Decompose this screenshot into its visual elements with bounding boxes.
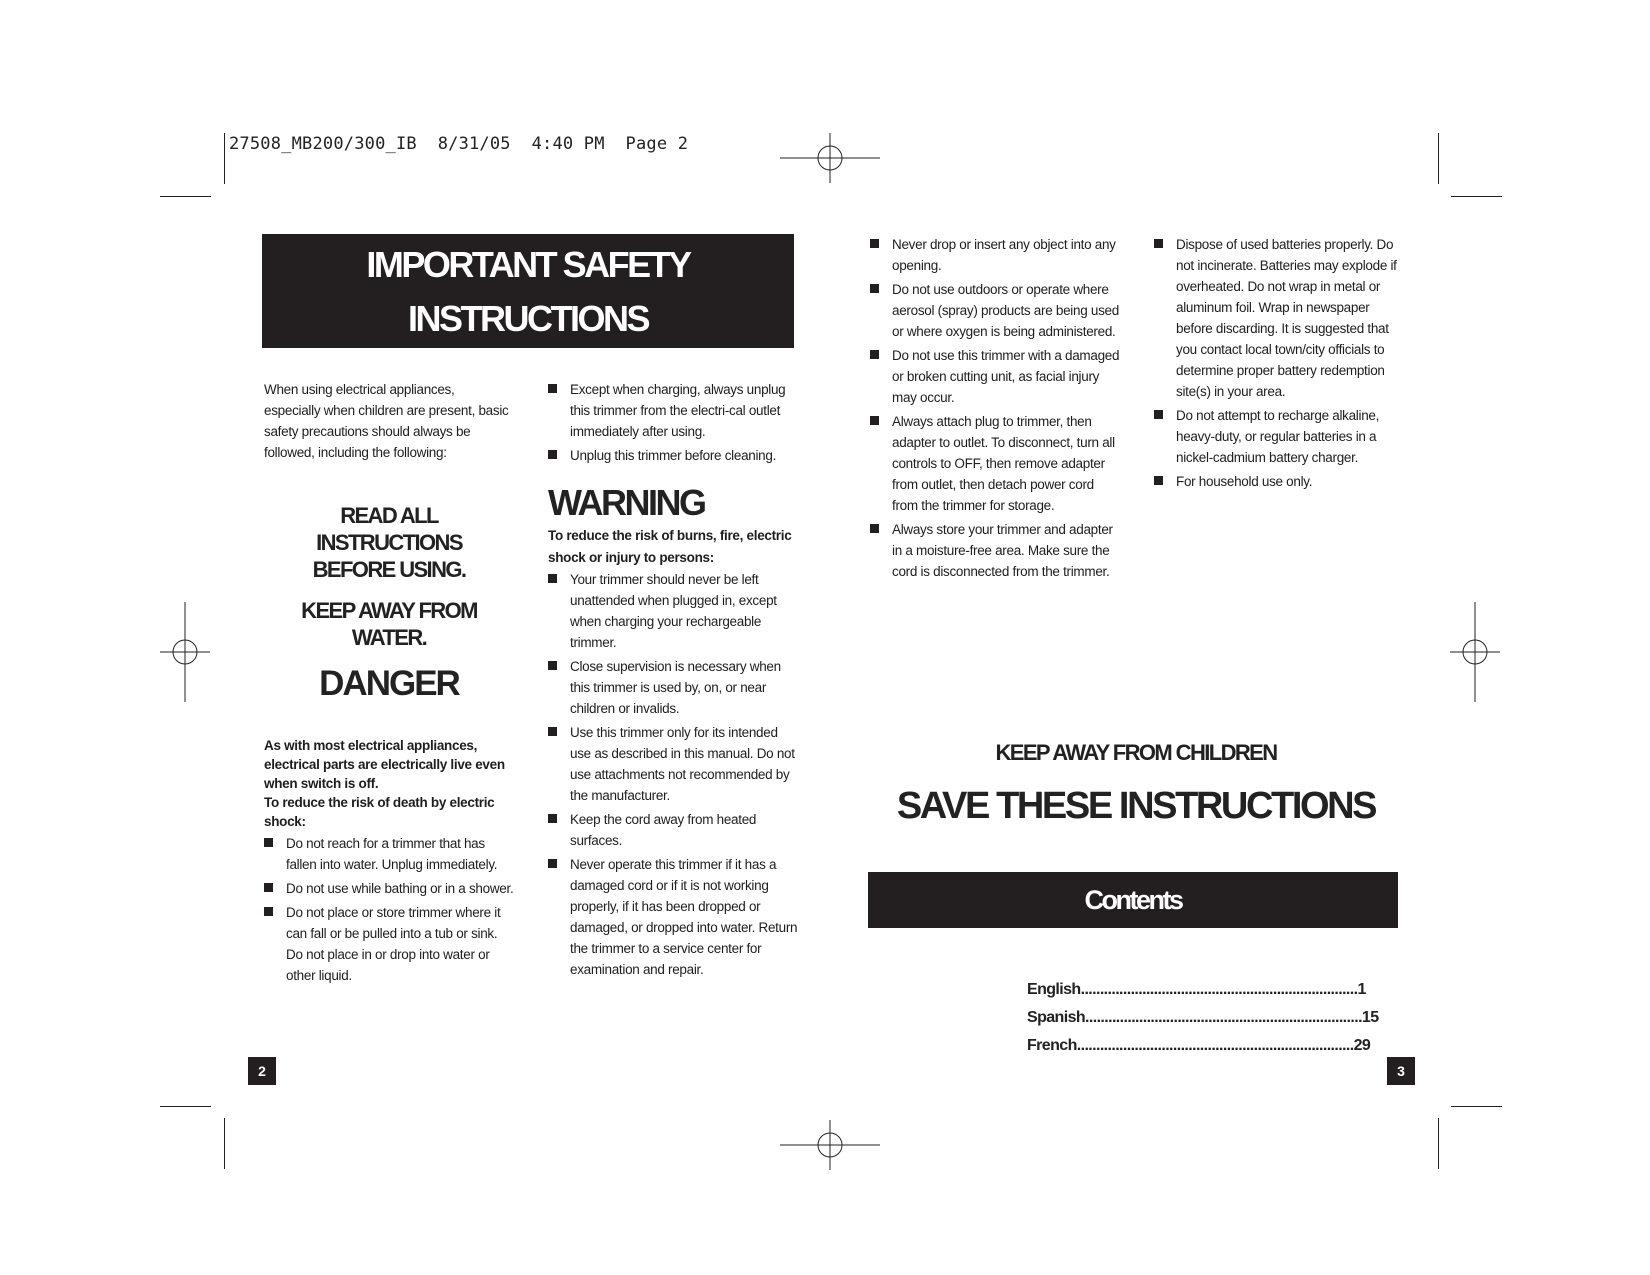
list-item-text: Except when charging, always unplug this trimmer from the electri-cal outlet immediately after using. (570, 382, 786, 439)
list-item-text: Dispose of used batteries properly. Do not incinerate. Batteries may explode if overheated. Do not wrap in metal or aluminum foil. Wrap in newspaper before discarding. It is suggested that you contact local town/city officials to determine proper battery redemption site(s) in your area. (1176, 237, 1397, 399)
list-item-text: Your trimmer should never be left unattended when plugged in, except when charging your rechargeable trimmer. (570, 572, 777, 650)
warning-list (548, 569, 798, 980)
right-col1 (870, 234, 1120, 585)
table-of-contents (1027, 976, 1379, 1060)
list-item (548, 445, 798, 466)
bullet-square-icon (264, 883, 273, 892)
danger-heading: DANGER (319, 664, 459, 703)
page-number-left: 2 (248, 1057, 276, 1085)
danger-list (264, 833, 516, 986)
warning-section (548, 525, 798, 983)
list-item (548, 722, 798, 806)
list-item (870, 519, 1120, 582)
bullet-square-icon (264, 838, 273, 847)
bullet-square-icon (548, 727, 557, 736)
list-item (548, 569, 798, 653)
crop-mark (1438, 1118, 1439, 1169)
list-item-text: Keep the cord away from heated surfaces. (570, 812, 757, 848)
keep-away-children: KEEP AWAY FROM CHILDREN (995, 740, 1277, 765)
bullet-square-icon (870, 524, 879, 533)
bullet-square-icon (548, 814, 557, 823)
read-all-line: INSTRUCTIONS (316, 530, 462, 555)
list-item (870, 234, 1120, 276)
toc-label: French (1027, 1037, 1077, 1054)
toc-row-french[interactable] (1027, 1032, 1371, 1060)
registration-mark-icon (780, 133, 880, 183)
danger-note: To reduce the risk of death by electric shock: (264, 795, 495, 829)
toc-page: 29 (1353, 1037, 1371, 1054)
crop-mark (1438, 133, 1439, 184)
toc-leader: ........................................................................ (1080, 981, 1358, 998)
bullet-square-icon (548, 859, 557, 868)
keep-water-line: WATER. (351, 625, 427, 650)
read-all-notice (264, 502, 514, 583)
list-item-text: Do not use outdoors or operate where aerosol (spray) products are being used or where oxygen is being administered. (892, 282, 1119, 339)
keep-water-line: KEEP AWAY FROM (301, 598, 477, 623)
list-item (264, 902, 516, 986)
bullet-square-icon (1154, 476, 1163, 485)
crop-mark (224, 1118, 225, 1169)
intro-paragraph: When using electrical appliances, especially when children are present, basic safety precautions should always be followed, including the following: (264, 382, 509, 460)
title-banner (262, 234, 794, 348)
right-col2 (1154, 234, 1404, 495)
crop-mark (224, 133, 225, 184)
print-slug: 27508_MB200/300_IB 8/31/05 4:40 PM Page 2 (229, 134, 689, 154)
registration-mark-icon (1450, 602, 1500, 702)
crop-mark (1451, 1106, 1502, 1107)
warning-note: To reduce the risk of burns, fire, electric shock or injury to persons: (548, 528, 792, 565)
crop-mark (1451, 196, 1502, 197)
bullet-square-icon (264, 907, 273, 916)
list-item-text: Always store your trimmer and adapter in a moisture-free area. Make sure the cord is disconnected from the trimmer. (892, 522, 1113, 579)
toc-row-spanish[interactable] (1027, 1004, 1379, 1032)
crop-mark (160, 196, 211, 197)
toc-leader: ........................................................................ (1085, 1009, 1362, 1026)
list-item (548, 809, 798, 851)
read-all-line: BEFORE USING. (312, 557, 466, 582)
list-item-text: Never operate this trimmer if it has a damaged cord or if it is not working properly, if it has been dropped or damaged, or dropped into water. Return the trimmer to a service center for examination and repair. (570, 857, 798, 977)
save-instructions-heading: SAVE THESE INSTRUCTIONS (896, 785, 1376, 827)
list-item-text: For household use only. (1176, 474, 1313, 489)
list-item (870, 279, 1120, 342)
list-item-text: Always attach plug to trimmer, then adapter to outlet. To disconnect, turn all controls to OFF, then remove adapter from outlet, then detach power cord from the trimmer for storage. (892, 414, 1115, 513)
page-number-right: 3 (1387, 1057, 1415, 1085)
title-line-2: INSTRUCTIONS (408, 298, 648, 339)
precaution-list (1154, 234, 1404, 492)
toc-label: English (1027, 981, 1081, 998)
list-item (548, 379, 798, 442)
toc-page: 1 (1357, 981, 1366, 998)
bullet-square-icon (548, 574, 557, 583)
title-line-1: IMPORTANT SAFETY (366, 244, 690, 285)
registration-mark-icon (160, 602, 210, 702)
danger-section (264, 736, 516, 989)
list-item-text: Unplug this trimmer before cleaning. (570, 448, 777, 463)
precaution-list (548, 379, 798, 466)
list-item-text: Never drop or insert any object into any opening. (892, 237, 1116, 273)
bullet-square-icon (1154, 239, 1163, 248)
bullet-square-icon (548, 450, 557, 459)
list-item-text: Do not reach for a trimmer that has fallen into water. Unplug immediately. (286, 836, 498, 872)
toc-row-english[interactable] (1027, 976, 1366, 1004)
bullet-square-icon (548, 661, 557, 670)
bullet-square-icon (1154, 410, 1163, 419)
list-item-text: Close supervision is necessary when this trimmer is used by, on, or near children or invalids. (570, 659, 781, 716)
list-item-text: Use this trimmer only for its intended use as described in this manual. Do not use attachments not recommended by the manufacturer. (570, 725, 795, 803)
toc-page: 15 (1361, 1009, 1379, 1026)
bullet-square-icon (870, 350, 879, 359)
warning-heading: WARNING (548, 482, 705, 523)
precaution-list (870, 234, 1120, 582)
toc-label: Spanish (1027, 1009, 1086, 1026)
list-item (1154, 471, 1404, 492)
list-item (870, 345, 1120, 408)
read-all-line: READ ALL (340, 503, 438, 528)
list-item (1154, 234, 1404, 402)
bullet-square-icon (870, 284, 879, 293)
contents-banner (868, 872, 1398, 928)
list-item (870, 411, 1120, 516)
toc-leader: ........................................................................ (1076, 1037, 1354, 1054)
list-item (548, 854, 798, 980)
bullet-square-icon (870, 416, 879, 425)
list-item-text: Do not use while bathing or in a shower. (286, 881, 514, 896)
contents-heading: Contents (1084, 885, 1182, 915)
registration-mark-icon (780, 1120, 880, 1170)
danger-note: As with most electrical appliances, electrical parts are electrically live even when switch is off. (264, 738, 505, 791)
keep-away-water-notice (264, 597, 514, 651)
bullet-square-icon (548, 384, 557, 393)
list-item (264, 833, 516, 875)
bullet-square-icon (870, 239, 879, 248)
crop-mark (160, 1106, 211, 1107)
list-item-text: Do not use this trimmer with a damaged or broken cutting unit, as facial injury may occur. (892, 348, 1120, 405)
left-col2-top (548, 379, 798, 469)
list-item-text: Do not place or store trimmer where it can fall or be pulled into a tub or sink. Do not place in or drop into water or other liquid. (286, 905, 501, 983)
list-item (264, 878, 516, 899)
list-item-text: Do not attempt to recharge alkaline, heavy-duty, or regular batteries in a nickel-cadmium battery charger. (1176, 408, 1380, 465)
list-item (1154, 405, 1404, 468)
list-item (548, 656, 798, 719)
